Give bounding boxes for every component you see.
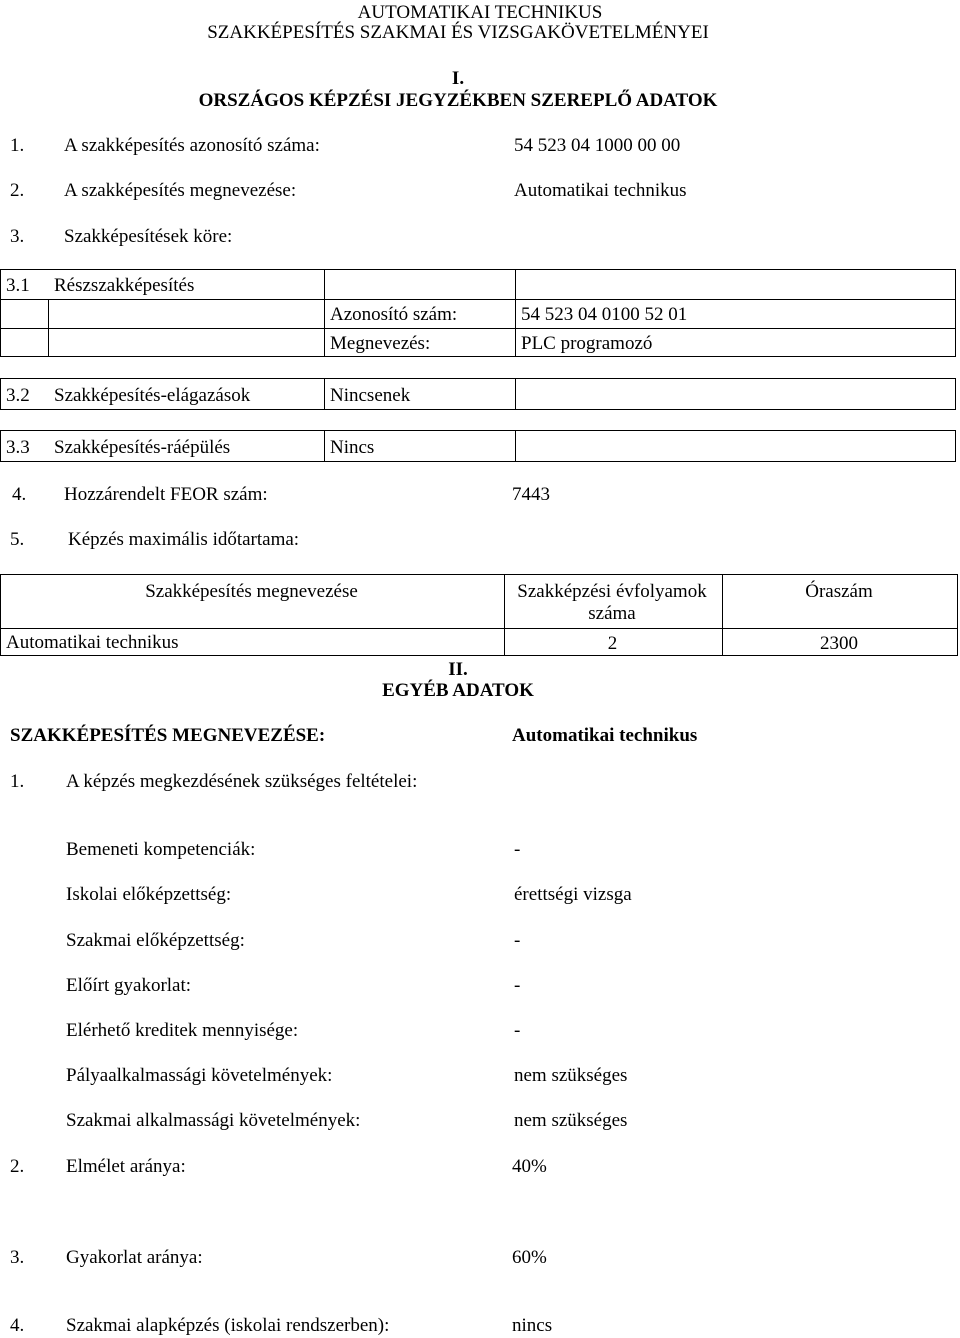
section-title: ORSZÁGOS KÉPZÉSI JEGYZÉKBEN SZEREPLŐ ADATOK <box>198 90 718 111</box>
table-header-name: Szakképesítés megnevezése <box>145 581 358 602</box>
prereq-item-label: Előírt gyakorlat: <box>66 975 192 996</box>
partial-name-value: PLC programozó <box>521 333 653 354</box>
item-number: 2. <box>10 180 25 201</box>
branch-label: Szakképesítés-elágazások <box>54 385 251 406</box>
prereq-number: 1. <box>10 771 25 792</box>
tail-value: 60% <box>512 1247 547 1268</box>
section-title: EGYÉB ADATOK <box>382 680 534 701</box>
item-number: 1. <box>10 135 25 156</box>
tail-value: nincs <box>512 1315 553 1336</box>
feor-number: 4. <box>12 484 27 505</box>
qualification-label: SZAKKÉPESÍTÉS MEGNEVEZÉSE: <box>10 725 326 746</box>
item-label: Szakképesítések köre: <box>64 226 233 247</box>
table-header-years: Szakképzési évfolyamok száma <box>517 581 707 624</box>
partial-id-label: Azonosító szám: <box>330 304 458 325</box>
partial-number: 3.1 <box>6 275 30 296</box>
item-number: 3. <box>10 226 25 247</box>
partial-id-value: 54 523 04 0100 52 01 <box>521 304 688 325</box>
tail-value: 40% <box>512 1156 547 1177</box>
qualification-value: Automatikai technikus <box>512 725 698 746</box>
tail-label: Szakmai alapképzés (iskolai rendszerben): <box>66 1315 390 1336</box>
duration-number: 5. <box>10 529 25 550</box>
prereq-item-value: érettségi vizsga <box>514 884 632 905</box>
prereq-item-value: - <box>514 1020 521 1041</box>
item-value: Automatikai technikus <box>514 180 687 201</box>
prereq-label: A képzés megkezdésének szükséges feltételei: <box>66 771 418 792</box>
partial-name-label: Megnevezés: <box>330 333 431 354</box>
prereq-item-label: Szakmai alkalmassági követelmények: <box>66 1110 361 1131</box>
item-label: A szakképesítés azonosító száma: <box>64 135 320 156</box>
build-label: Szakképesítés-ráépülés <box>54 437 231 458</box>
prereq-item-value: nem szükséges <box>514 1110 628 1131</box>
prereq-item-label: Pályaalkalmassági követelmények: <box>66 1065 333 1086</box>
duration-label: Képzés maximális időtartama: <box>68 529 300 550</box>
item-label: A szakképesítés megnevezése: <box>64 180 297 201</box>
section-number: I. <box>451 68 465 89</box>
table-cell-years: 2 <box>607 633 618 654</box>
prereq-item-label: Szakmai előképzettség: <box>66 930 245 951</box>
prereq-item-label: Bemeneti kompetenciák: <box>66 839 256 860</box>
build-value: Nincs <box>330 437 375 458</box>
table-cell-name: Automatikai technikus <box>6 632 179 653</box>
feor-value: 7443 <box>512 484 550 505</box>
branch-number: 3.2 <box>6 385 30 406</box>
prereq-item-label: Elérhető kreditek mennyisége: <box>66 1020 299 1041</box>
prereq-item-value: - <box>514 975 521 996</box>
prereq-item-value: nem szükséges <box>514 1065 628 1086</box>
document-subtitle: SZAKKÉPESÍTÉS SZAKMAI ÉS VIZSGAKÖVETELMÉNYEI <box>207 22 709 43</box>
tail-number: 2. <box>10 1156 25 1177</box>
tail-number: 3. <box>10 1247 25 1268</box>
branch-value: Nincsenek <box>330 385 411 406</box>
tail-label: Gyakorlat aránya: <box>66 1247 203 1268</box>
table-cell-hours: 2300 <box>820 633 858 654</box>
partial-label: Részszakképesítés <box>54 275 195 296</box>
feor-label: Hozzárendelt FEOR szám: <box>64 484 268 505</box>
item-value: 54 523 04 1000 00 00 <box>514 135 681 156</box>
tail-label: Elmélet aránya: <box>66 1156 186 1177</box>
tail-number: 4. <box>10 1315 25 1336</box>
prereq-item-value: - <box>514 930 521 951</box>
build-number: 3.3 <box>6 437 30 458</box>
document-title: AUTOMATIKAI TECHNIKUS <box>357 2 603 23</box>
prereq-item-label: Iskolai előképzettség: <box>66 884 232 905</box>
table-header-hours: Óraszám <box>805 581 873 602</box>
prereq-item-value: - <box>514 839 521 860</box>
section-number: II. <box>448 659 468 680</box>
